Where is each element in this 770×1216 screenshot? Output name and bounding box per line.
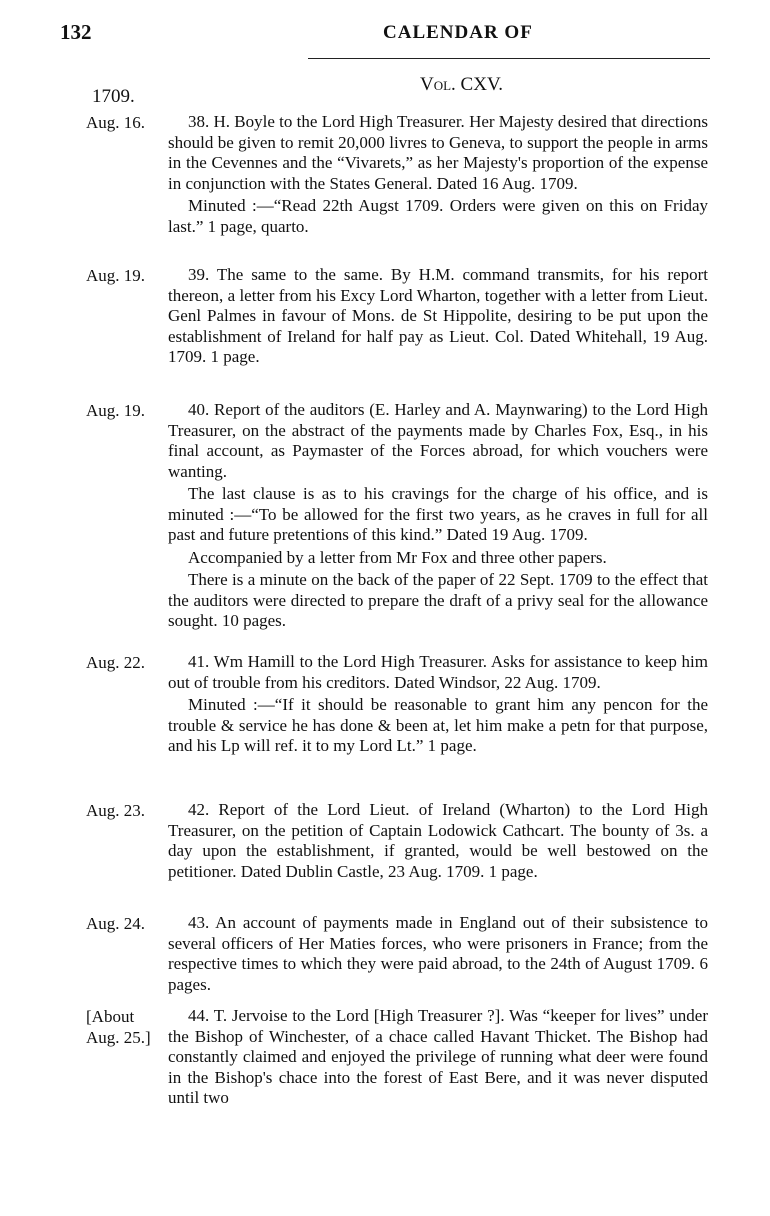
entry-date: Aug. 19.	[86, 266, 146, 285]
running-head: CALENDAR OF	[383, 22, 533, 43]
entry-paragraph: The last clause is as to his cravings for the charge of his office, and is minuted :—“To be allowed for the first two years, as he craves in full for all past and future pretentions of this kind.” Dated 19 Aug. 1709.	[168, 484, 708, 544]
volume-heading: Vol. CXV.	[420, 74, 503, 95]
entry-body	[168, 1006, 708, 1109]
entry-date: Aug. 16.	[86, 113, 146, 132]
entry-paragraph: 38. H. Boyle to the Lord High Treasurer. Her Majesty desired that directions should be given to remit 20,000 livres to Geneva, to support the people in arms in the Cevennes and the “Vivarets,” as her Majesty's proportion of the expense in conjunction with the States General. Dated 16 Aug. 1709.	[168, 112, 708, 193]
entry-paragraph: There is a minute on the back of the paper of 22 Sept. 1709 to the effect that the auditors were directed to prepare the draft of a privy seal for the allowance sought. 10 pages.	[168, 570, 708, 630]
entry-paragraph: Minuted :—“Read 22th Augst 1709. Orders were given on this on Friday last.” 1 page, quarto.	[168, 196, 708, 236]
entry-paragraph: Minuted :—“If it should be reasonable to grant him any pencon for the trouble & service he has done & been at, let him make a petn for that purpose, and his Lp will ref. it to my Lord Lt.” 1 page.	[168, 695, 708, 755]
entry-body	[168, 265, 708, 368]
entry-paragraph: 43. An account of payments made in England out of their subsistence to several officers of Her Maties forces, who were prisoners in France; from the respective times to which they were paid abroad, to the 24th of August 1709. 6 pages.	[168, 913, 708, 994]
entry-body	[168, 800, 708, 882]
entry-paragraph: 42. Report of the Lord Lieut. of Ireland (Wharton) to the Lord High Treasurer, on the petition of Captain Lodowick Cathcart. The bounty of 3s. a day upon the establishment, if granted, would be well bestowed on the petitioner. Dated Dublin Castle, 23 Aug. 1709. 1 page.	[168, 800, 708, 881]
entry-paragraph: 44. T. Jervoise to the Lord [High Treasurer ?]. Was “keeper for lives” under the Bishop of Winchester, of a chace called Havant Thicket. The Bishop had constantly claimed and enjoyed the privilege of running what deer were found in the Bishop's chace into the forest of East Bere, and it was never disputed until two	[168, 1006, 708, 1107]
entry-date: Aug. 22.	[86, 653, 146, 672]
entry-paragraph: 39. The same to the same. By H.M. command transmits, for his report thereon, a letter from his Excy Lord Wharton, together with a letter from Lieut. Genl Palmes in favour of Mons. de St Hippolite, desiring to be put upon the establishment of Ireland for half pay as Lieut. Col. Dated Whitehall, 19 Aug. 1709. 1 page.	[168, 265, 708, 366]
entry-body	[168, 652, 708, 757]
entry-date: [About Aug. 25.]	[86, 1007, 151, 1047]
header-rule	[308, 58, 710, 59]
entry-body	[168, 112, 708, 237]
entry-date: Aug. 23.	[86, 801, 146, 820]
page-number: 132	[60, 20, 92, 44]
entry-paragraph: 41. Wm Hamill to the Lord High Treasurer. Asks for assistance to keep him out of trouble from his creditors. Dated Windsor, 22 Aug. 1709.	[168, 652, 708, 692]
entry-paragraph: 40. Report of the auditors (E. Harley and A. Maynwaring) to the Lord High Treasurer, on the abstract of the payments made by Charles Fox, Esq., in his final account, as Paymaster of the Forces abroad, for which vouchers were wanting.	[168, 400, 708, 481]
year-label: 1709.	[92, 86, 135, 107]
entry-body	[168, 913, 708, 995]
entry-body	[168, 400, 708, 632]
entry-date: Aug. 19.	[86, 401, 146, 420]
entry-date: Aug. 24.	[86, 914, 146, 933]
entry-paragraph: Accompanied by a letter from Mr Fox and three other papers.	[188, 547, 607, 567]
